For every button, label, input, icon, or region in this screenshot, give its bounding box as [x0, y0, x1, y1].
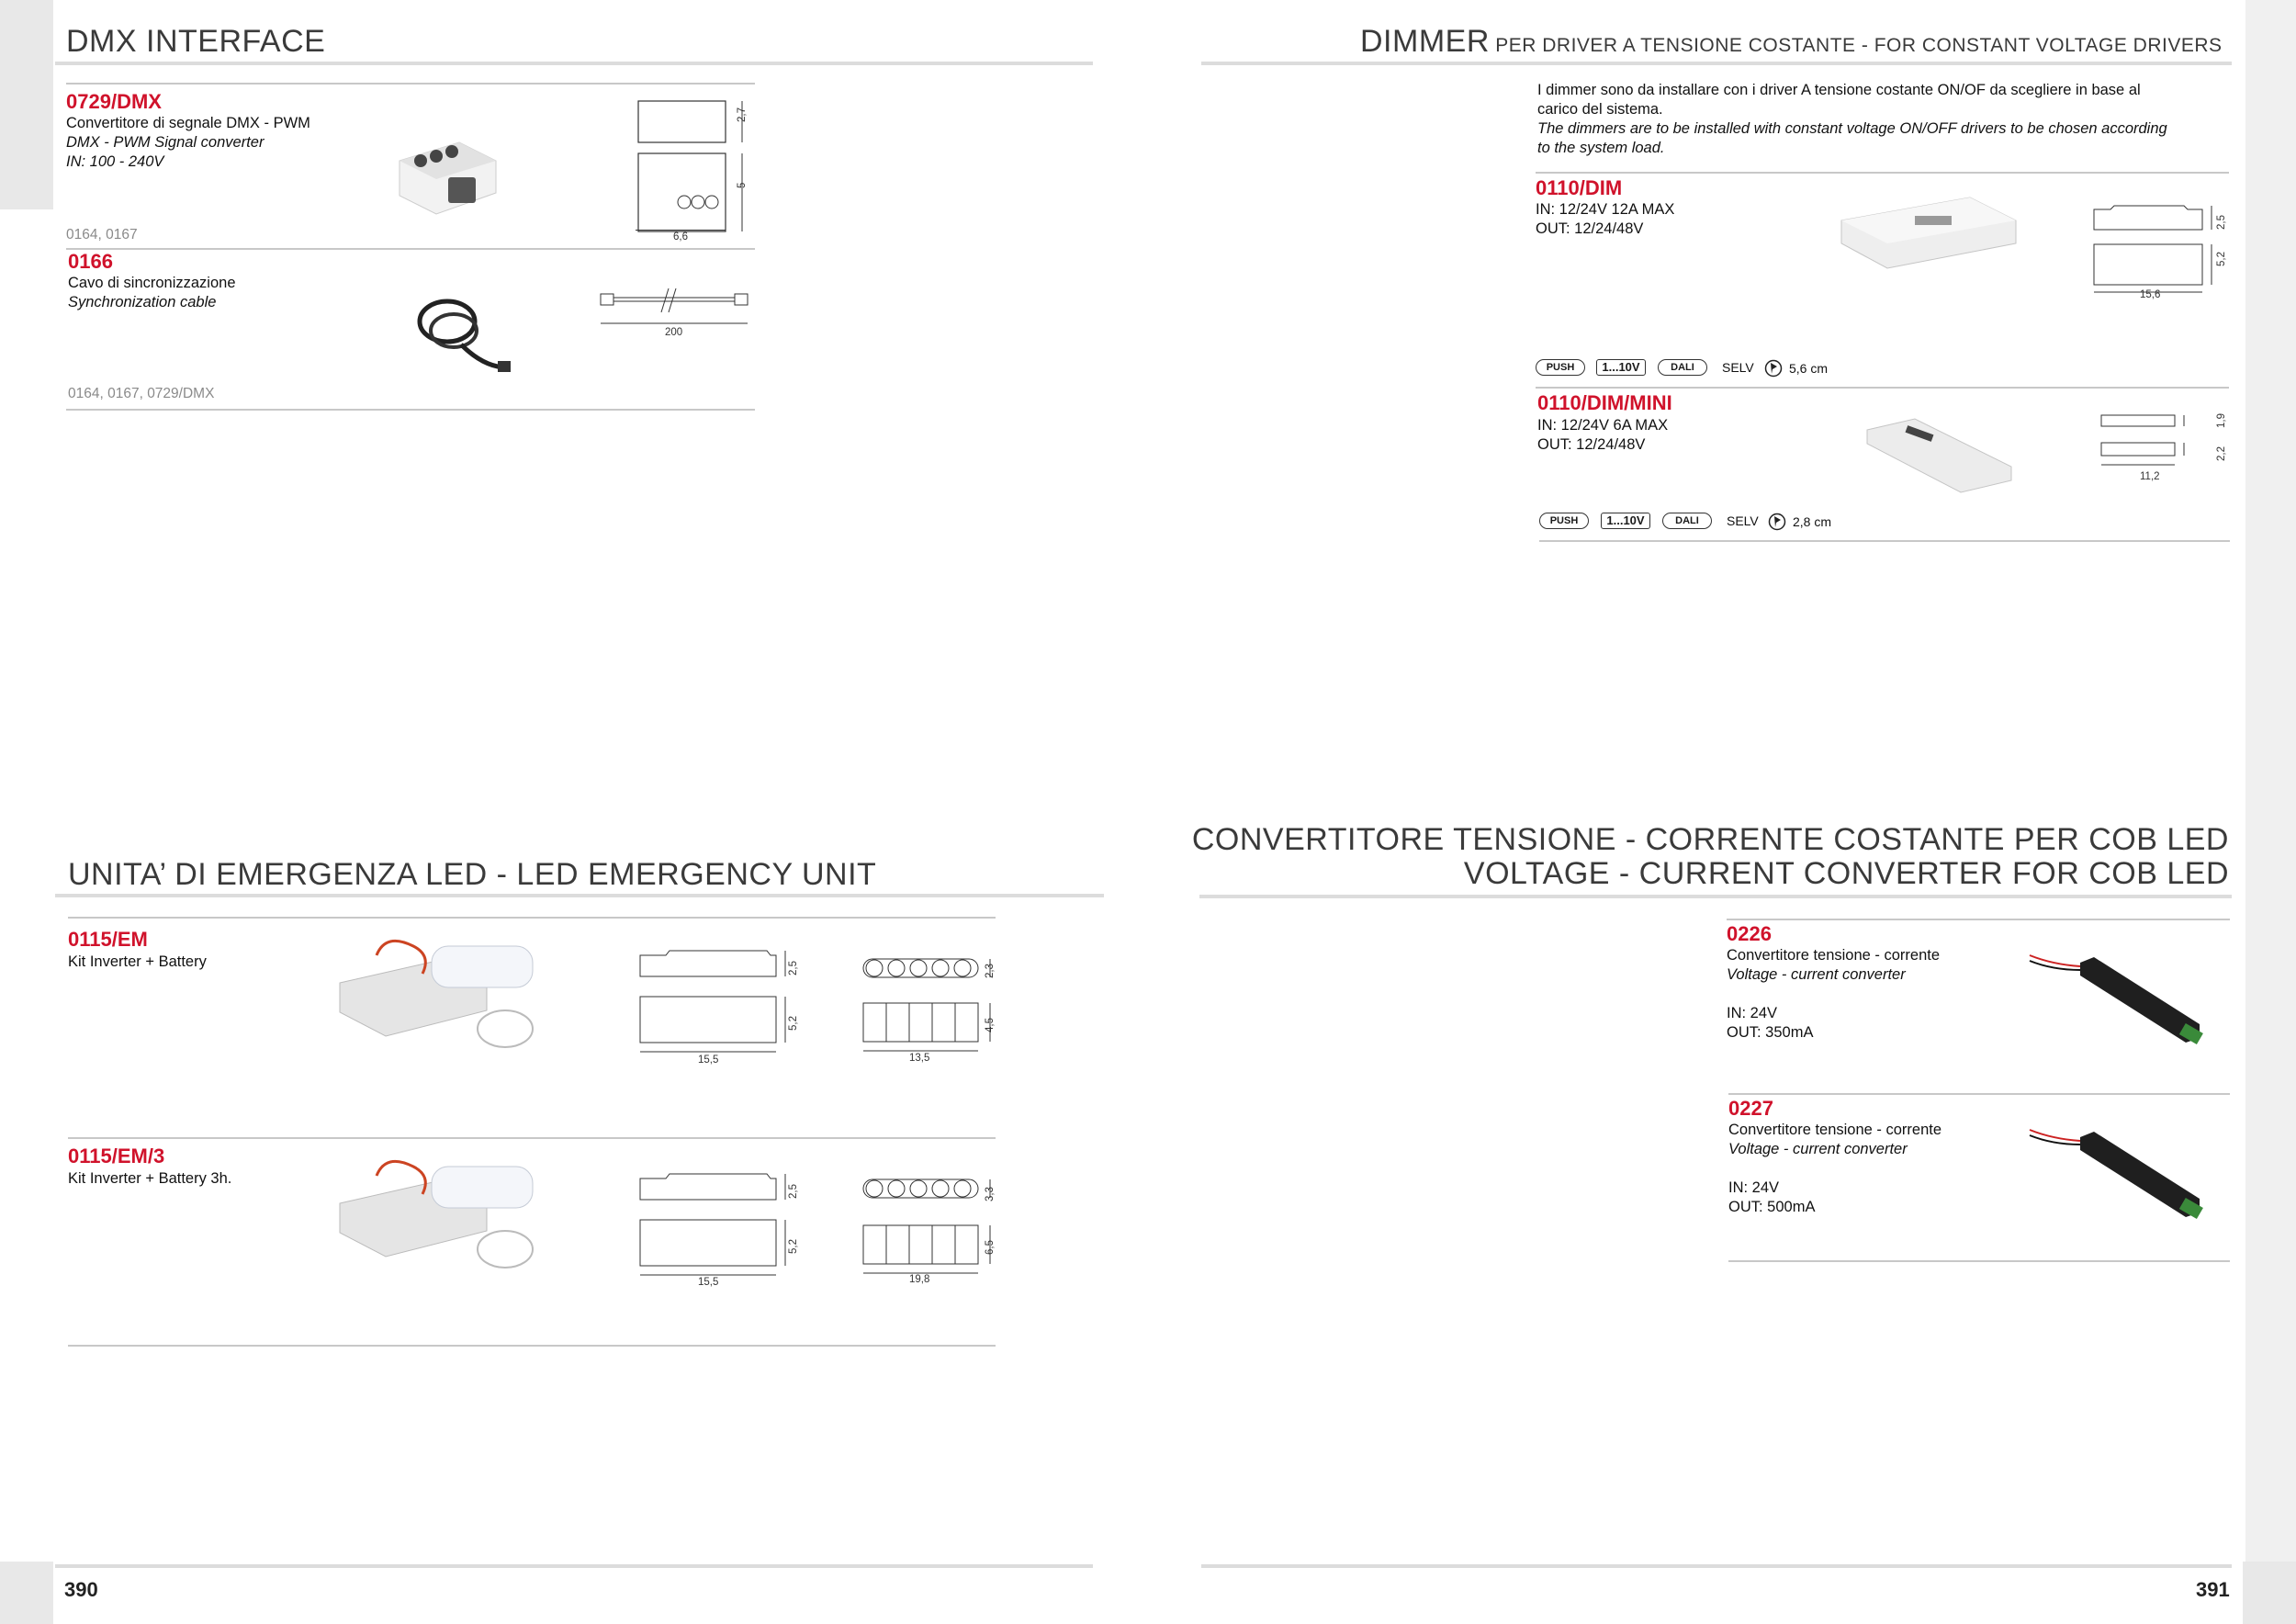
badge-dali: DALI: [1662, 513, 1712, 529]
dmx-converter-drawing: [634, 96, 753, 234]
dim-w: 15,6: [2140, 289, 2161, 300]
dimmer-photo: [1832, 193, 2025, 276]
dim-h: 2,3: [985, 964, 996, 978]
dim-d: 5,2: [788, 1016, 799, 1031]
section-rule-emergency: [55, 894, 1104, 897]
page-number-right: 391: [2196, 1578, 2230, 1601]
dim-d: 2,2: [2216, 446, 2227, 461]
product-rule: [68, 1345, 996, 1347]
dim-w: 13,5: [909, 1053, 930, 1064]
dim-h: 1,9: [2216, 413, 2227, 428]
product-rule: [1728, 1260, 2230, 1262]
dimmer-mini-drawing: [2099, 413, 2219, 478]
badge-1-10v: 1...10V: [1601, 513, 1650, 529]
product-code-0115-em-3: 0115/EM/3: [68, 1145, 165, 1167]
product-rule: [68, 1137, 996, 1139]
product-rule: [1539, 540, 2230, 542]
dmx-converter-photo: [395, 124, 501, 216]
product-desc: Kit Inverter + Battery: [68, 953, 207, 970]
dim-w: 6,6: [673, 231, 688, 242]
inverter-drawing: [638, 1174, 804, 1289]
product-code-0166: 0166: [68, 250, 113, 273]
section-rule-dmx: [55, 62, 1093, 65]
left-bottom-tab: [0, 1562, 53, 1624]
product-desc: Convertitore tensione - corrente Voltage - current converter IN: 24V OUT: 500mA: [1728, 1122, 1942, 1215]
badge-push: PUSH: [1536, 359, 1585, 376]
emergency-kit-3h-photo: [331, 1148, 560, 1277]
footer-rule-left: [55, 1564, 1093, 1568]
dim-d: 4,5: [985, 1018, 996, 1032]
product-rule: [1536, 387, 2229, 389]
badge-1-10v: 1...10V: [1596, 359, 1646, 376]
dim-line: [636, 230, 726, 231]
product-spec: IN: 12/24V 6A MAX OUT: 12/24/48V: [1537, 417, 1669, 453]
product-rule: [1536, 172, 2229, 174]
product-desc: Cavo di sincronizzazione Synchronization cable: [68, 275, 236, 310]
dimmer-intro: I dimmer sono da installare con i driver A tensione costante ON/OF da scegliere in base al carico del sistema. The dimmers are to be installed with constant voltage ON/OFF drivers to be chosen according to the system load.: [1537, 82, 2167, 156]
section-title-converter-en: VOLTAGE - CURRENT CONVERTER FOR COB LED: [1463, 856, 2229, 891]
cable-length: 5,6 cm: [1789, 361, 1829, 376]
section-rule-converter: [1199, 895, 2232, 898]
sync-cable-drawing: [597, 285, 753, 331]
compatible-codes: 0164, 0167, 0729/DMX: [68, 386, 215, 401]
dim-length: 200: [665, 327, 683, 338]
product-code-0227: 0227: [1728, 1097, 1773, 1120]
product-rule: [1728, 1093, 2230, 1095]
dimmer-drawing: [2092, 206, 2230, 298]
dim-d: 5: [737, 182, 748, 188]
product-rule: [66, 83, 755, 85]
cable-length-icon: [1764, 359, 1783, 378]
cable-length-icon: [1768, 513, 1786, 531]
cable-length: 2,8 cm: [1793, 514, 1832, 529]
converter-350ma-photo: [2025, 946, 2209, 1047]
page-number-left: 390: [64, 1578, 98, 1601]
compatible-codes: 0164, 0167: [66, 227, 138, 242]
inverter-drawing: [638, 951, 804, 1066]
product-code-0115-em: 0115/EM: [68, 928, 148, 951]
product-code-0110-dim: 0110/DIM: [1536, 176, 1623, 199]
product-rule: [66, 248, 755, 250]
footer-rule-right: [1201, 1564, 2232, 1568]
section-rule-dimmer: [1201, 62, 2232, 65]
product-desc: Kit Inverter + Battery 3h.: [68, 1170, 232, 1187]
product-rule: [1727, 919, 2230, 920]
dim-w: 19,8: [909, 1274, 930, 1285]
dim-w: 15,5: [698, 1054, 719, 1066]
badge-push: PUSH: [1539, 513, 1589, 529]
product-desc: Convertitore tensione - corrente Voltage - current converter IN: 24V OUT: 350mA: [1727, 947, 1941, 1041]
right-bottom-tab: [2243, 1562, 2296, 1624]
product-rule: [68, 917, 996, 919]
dim-d: 6,5: [985, 1240, 996, 1255]
dim-h: 2,5: [788, 961, 799, 976]
dimmer-mini-photo: [1860, 412, 2016, 494]
product-spec: IN: 12/24V 12A MAX OUT: 12/24/48V: [1536, 201, 1675, 237]
dim-d: 5,2: [788, 1239, 799, 1254]
selv-label: SELV: [1727, 513, 1759, 528]
badge-dali: DALI: [1658, 359, 1707, 376]
dim-h: 3,3: [985, 1187, 996, 1201]
left-top-tab: [0, 0, 53, 209]
right-edge-tab: [2245, 0, 2296, 1624]
dim-h: 2,7: [737, 107, 748, 122]
sync-cable-photo: [397, 280, 516, 377]
section-title-emergency: UNITA’ DI EMERGENZA LED - LED EMERGENCY UNIT: [68, 857, 877, 892]
converter-500ma-photo: [2025, 1121, 2209, 1222]
dim-w: 11,2: [2140, 471, 2160, 482]
section-title-dimmer: DIMMER PER DRIVER A TENSIONE COSTANTE - FOR CONSTANT VOLTAGE DRIVERS: [1360, 24, 2223, 59]
dim-h: 2,5: [788, 1184, 799, 1199]
product-code-0226: 0226: [1727, 922, 1772, 945]
product-rule: [66, 409, 755, 411]
product-code-0110-dim-mini: 0110/DIM/MINI: [1537, 391, 1672, 414]
section-title-converter-it: CONVERTITORE TENSIONE - CORRENTE COSTANTE PER COB LED: [1191, 822, 2229, 857]
dim-h: 2,5: [2216, 215, 2227, 230]
product-desc: Convertitore di segnale DMX - PWM DMX - PWM Signal converter IN: 100 - 240V: [66, 115, 310, 170]
section-title-dmx: DMX INTERFACE: [66, 24, 326, 59]
selv-label: SELV: [1722, 360, 1754, 375]
product-code-0729-dmx: 0729/DMX: [66, 90, 162, 113]
dim-d: 5,2: [2216, 252, 2227, 266]
emergency-kit-photo: [331, 928, 560, 1056]
dim-w: 15,5: [698, 1277, 719, 1288]
